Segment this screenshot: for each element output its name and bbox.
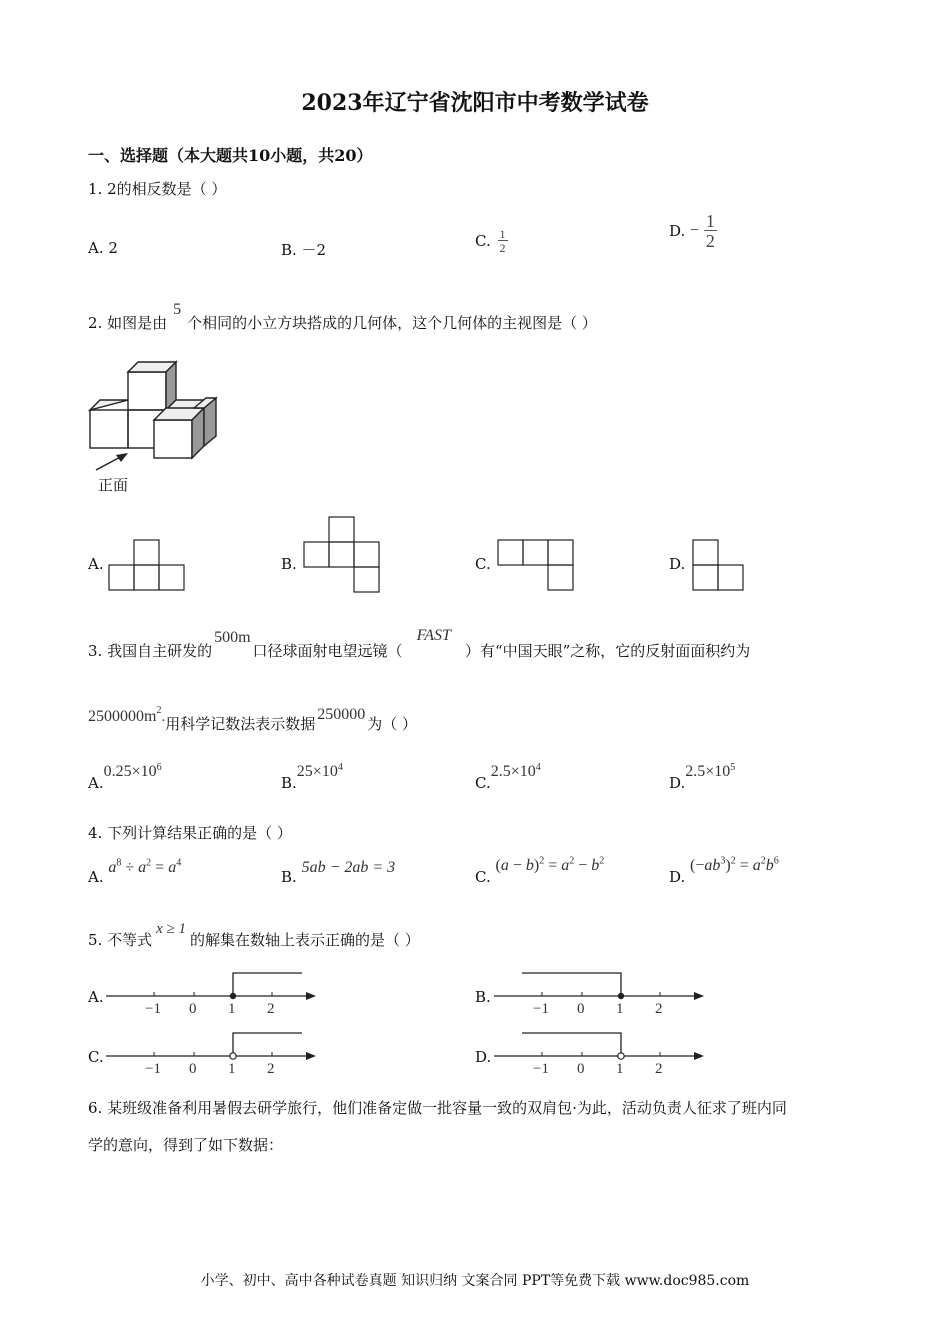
section-heading: 一、选择题（本大题共10小题，共20）	[88, 146, 373, 165]
tick-label: 2	[655, 1061, 663, 1077]
tick-label: 1	[228, 1061, 236, 1077]
tick-label: 1	[616, 1001, 624, 1017]
tick-label: 2	[267, 1061, 275, 1077]
q2-option-c-figure	[497, 539, 573, 591]
q3-option-d: $D.2.5\times 10^5$	[669, 762, 736, 792]
q5-number-line-a	[106, 970, 321, 1020]
q1-option-b: B. －2	[281, 241, 327, 259]
tick-label: −1	[533, 1061, 549, 1077]
tick-label: 2	[655, 1001, 663, 1017]
page-footer: 小学、初中、高中各种试卷真题 知识归纳 文案合同 PPT等免费下载 www.doc985.com	[200, 1273, 750, 1289]
q2-option-c-label: C.	[475, 555, 491, 573]
tick-label: 0	[577, 1001, 585, 1017]
q5-number-line-c	[106, 1030, 321, 1080]
question-1-stem: 1. 2的相反数是（ ）	[88, 180, 227, 198]
question-2-stem: 2. 如图是由5个相同的小立方块搭成的几何体，这个几何体的主视图是（ ）	[88, 301, 597, 332]
tick-label: −1	[533, 1001, 549, 1017]
tick-label: 1	[616, 1061, 624, 1077]
q1-option-c: C. $\frac{1}{2}$	[475, 227, 506, 255]
q5-option-b-label: B.	[475, 988, 491, 1006]
q5-option-a-label: A.	[88, 988, 104, 1006]
question-4-stem: 4. 下列计算结果正确的是（ ）	[88, 824, 292, 842]
q3-option-a: $A.0.25\times 10^6$	[88, 762, 162, 792]
front-view-label: 正面	[98, 476, 129, 494]
q4-option-b: B. 5ab − 2ab = 3	[281, 859, 396, 886]
fraction: $\frac{1}{2}$	[499, 227, 506, 255]
q3-option-b: $B.25\times 10^4$	[281, 762, 343, 792]
tick-label: 2	[267, 1001, 275, 1017]
question-3-line2: $2500000m^2$.用科学记数法表示数据250000为（ ）	[88, 705, 417, 733]
q2-option-b-label: B.	[281, 555, 297, 573]
q5-option-c-label: C.	[88, 1048, 104, 1066]
q5-option-d-label: D.	[475, 1048, 492, 1066]
tick-label: 0	[189, 1001, 197, 1017]
tick-label: 0	[577, 1061, 585, 1077]
q2-option-d-figure	[692, 539, 744, 591]
tick-label: 0	[189, 1061, 197, 1077]
q4-option-c: C. $(a - b)^2 = a^2 - b^2$	[475, 856, 605, 887]
fraction: $\frac{1}{2}$	[705, 211, 715, 251]
question-3-stem: 3. 我国自主研发的500m口径球面射电望远镜（FAST）有“中国天眼”之称，它的反射面面积约为	[88, 627, 751, 660]
tick-label: 1	[228, 1001, 236, 1017]
page-title: 2023年辽宁省沈阳市中考数学试卷	[301, 90, 649, 116]
q3-option-c: $C.2.5\times 10^4$	[475, 762, 541, 792]
q4-option-a: A. $a^8 \div a^2 = a^4$	[88, 858, 182, 887]
q2-option-a-figure	[108, 539, 184, 591]
question-6-line2: 学的意向，得到了如下数据：	[88, 1136, 284, 1154]
q5-number-line-b	[494, 970, 709, 1020]
q2-option-a-label: A.	[88, 555, 104, 573]
tick-label: −1	[145, 1001, 161, 1017]
q5-number-line-d	[494, 1030, 709, 1080]
q1-option-a: A. 2	[88, 239, 118, 257]
q2-option-d-label: D.	[669, 555, 686, 573]
q4-option-d: D. $(-ab^3)^2 = a^2b^6$	[669, 856, 779, 887]
question-6-line1: 6. 某班级准备利用暑假去研学旅行，他们准备定做一批容量一致的双肩包·为此，活动负责人征求了班内同	[88, 1099, 787, 1117]
q2-option-b-figure	[303, 516, 379, 592]
tick-label: −1	[145, 1061, 161, 1077]
question-5-stem: 5. 不等式x ≥ 1的解集在数轴上表示正确的是（ ）	[88, 921, 420, 949]
q1-option-d: D. − $\frac{1}{2}$	[669, 211, 715, 251]
